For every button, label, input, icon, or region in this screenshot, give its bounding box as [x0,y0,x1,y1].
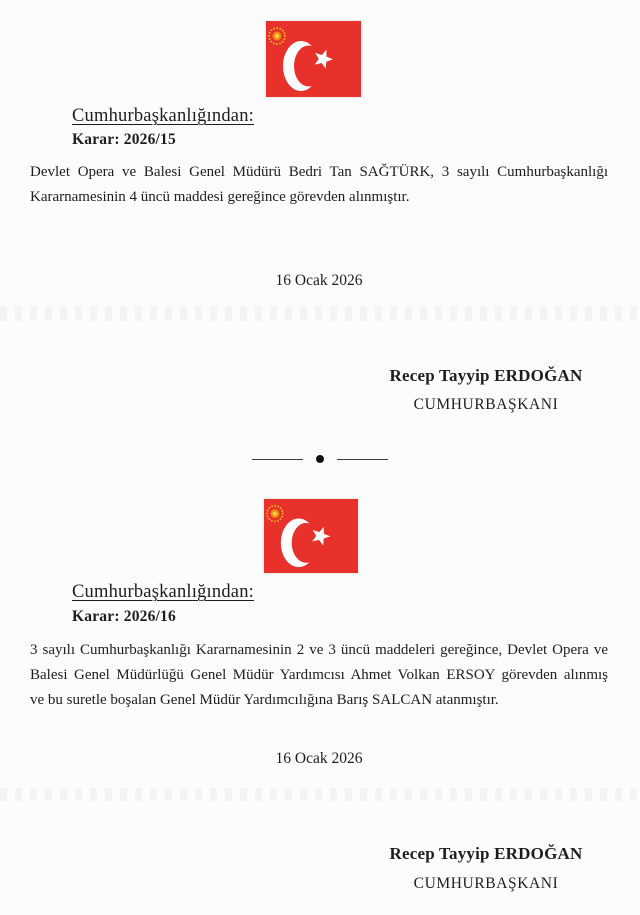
separator-dot-icon [316,455,324,463]
turkish-flag [264,499,358,573]
decree-body-line: ve bu suretle boşalan Genel Müdür Yardımcılığına Barış SALCAN atanmıştır. [30,692,499,708]
decree-body-line: Kararnamesinin 4 üncü maddesi gereğince görevden alınmıştır. [30,189,410,205]
signer-title: CUMHURBAŞKANI [413,875,559,892]
decree-body [30,160,608,210]
decree-body-line: Devlet Opera ve Balesi Genel Müdürü Bedri Tan SAĞTÜRK, 3 sayılı Cumhurbaşkanlığı [30,164,608,180]
decree-date: 16 Ocak 2026 [275,272,363,289]
turkish-flag-graphic [266,21,361,97]
separator-rule-right [337,459,388,460]
signature-block [340,844,632,893]
decision-number: Karar: 2026/15 [72,131,176,148]
signer-name: Recep Tayyip ERDOĞAN [389,844,583,863]
separator-rule-left [252,459,303,460]
turkish-flag-graphic [264,499,358,573]
issuer-heading: Cumhurbaşkanlığından: [72,106,254,126]
turkish-flag [266,21,361,97]
signature-block [340,366,632,414]
decree-date: 16 Ocak 2026 [275,750,363,767]
signer-title: CUMHURBAŞKANI [413,396,559,413]
decision-number: Karar: 2026/16 [72,608,176,625]
decree-body [30,638,608,713]
scan-artifact-band [0,306,640,321]
section-separator [0,451,640,467]
scan-artifact-band [0,788,640,801]
decree-body-line: 3 sayılı Cumhurbaşkanlığı Kararnamesinin 2 ve 3 üncü maddeleri gereğince, Devlet Opera ve [30,642,608,658]
issuer-heading: Cumhurbaşkanlığından: [72,582,254,602]
decree-body-line: Balesi Genel Müdürlüğü Genel Müdür Yardımcısı Ahmet Volkan ERSOY görevden alınmış [30,667,608,683]
signer-name: Recep Tayyip ERDOĞAN [389,366,583,385]
